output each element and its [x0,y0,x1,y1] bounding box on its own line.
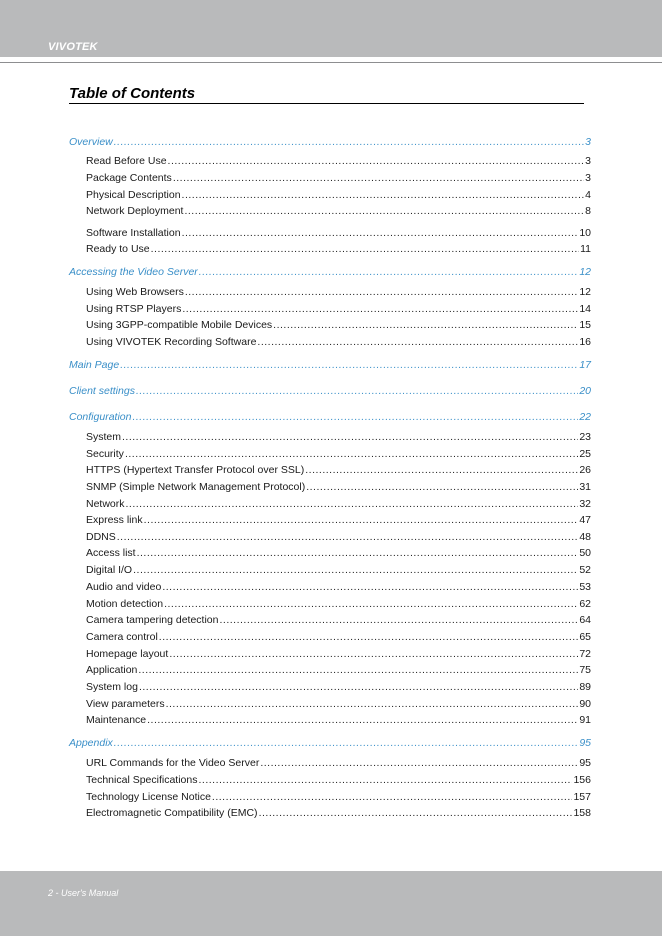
toc-entry[interactable] [69,266,591,279]
toc-entry-page: 157 [573,791,591,803]
toc-entry-label: Camera tampering detection [86,614,219,626]
toc-entry-label: Using 3GPP-compatible Mobile Devices [86,319,273,331]
toc-entry-label: Maintenance [86,714,147,726]
toc-entry-page: 22 [579,411,591,423]
toc-entry-label: Appendix [69,737,113,749]
toc-entry-label: Configuration [69,411,132,423]
toc-entry-label: Main Page [69,359,120,371]
toc-entry-page: 95 [579,737,591,749]
toc-leader-dots [126,498,579,511]
toc-leader-dots [260,757,578,770]
toc-leader-dots [125,448,578,461]
toc-leader-dots [173,172,584,185]
toc-entry-page: 14 [579,303,591,315]
header-band [0,0,662,57]
toc-entry-page: 65 [579,631,591,643]
toc-entry[interactable] [86,681,591,694]
toc-leader-dots [184,205,584,218]
toc-entry-label: URL Commands for the Video Server [86,757,260,769]
toc-leader-dots [122,431,578,444]
toc-leader-dots [147,714,578,727]
toc-entry[interactable] [86,303,591,316]
toc-leader-dots [182,227,579,240]
toc-leader-dots [164,598,578,611]
toc-entry-page: 15 [579,319,591,331]
toc-entry-label: View parameters [86,698,165,710]
toc-entry-label: Electromagnetic Compatibility (EMC) [86,807,258,819]
toc-entry[interactable] [86,698,591,711]
toc-leader-dots [114,136,584,149]
toc-entry-page: 90 [579,698,591,710]
toc-entry-label: Ready to Use [86,243,150,255]
footer-band [0,871,662,936]
toc-leader-dots [168,155,585,168]
toc-entry-page: 89 [579,681,591,693]
toc-entry-page: 50 [579,547,591,559]
toc-entry-page: 95 [579,757,591,769]
toc-entry-label: Technology License Notice [86,791,211,803]
toc-entry[interactable] [86,807,591,820]
toc-entry-page: 52 [579,564,591,576]
toc-entry[interactable] [86,774,591,787]
toc-leader-dots [159,631,579,644]
toc-entry[interactable] [86,481,591,494]
toc-entry[interactable] [69,359,591,372]
toc-entry-label: Package Contents [86,172,172,184]
toc-leader-dots [273,319,578,332]
toc-entry-page: 3 [585,172,591,184]
toc-entry-label: SNMP (Simple Network Management Protocol) [86,481,306,493]
toc-leader-dots [199,266,579,279]
toc-entry[interactable] [69,136,591,149]
toc-leader-dots [306,481,578,494]
toc-entry-page: 23 [579,431,591,443]
toc-entry-label: Physical Description [86,189,181,201]
toc-entry[interactable] [86,227,591,240]
toc-entry-page: 20 [579,385,591,397]
toc-entry[interactable] [86,464,591,477]
toc-entry-label: Using Web Browsers [86,286,184,298]
toc-entry[interactable] [86,514,591,527]
toc-entry-label: System [86,431,122,443]
toc-entry-label: Network Deployment [86,205,184,217]
toc-entry[interactable] [86,431,591,444]
toc-entry[interactable] [69,385,591,398]
toc-leader-dots [305,464,578,477]
toc-entry-page: 64 [579,614,591,626]
toc-entry[interactable] [69,411,591,424]
footer-page-label: 2 - User's Manual [48,888,119,898]
toc-entry-page: 91 [579,714,591,726]
toc-entry-label: System log [86,681,138,693]
toc-entry-label: Using RTSP Players [86,303,182,315]
toc-entry[interactable] [86,664,591,677]
toc-entry[interactable] [86,547,591,560]
toc-entry-page: 12 [579,286,591,298]
toc-entry[interactable] [86,714,591,727]
toc-entry-page: 75 [579,664,591,676]
toc-leader-dots [114,737,579,750]
toc-entry[interactable] [86,155,591,168]
toc-leader-dots [169,648,578,661]
toc-leader-dots [198,774,572,787]
toc-entry[interactable] [86,631,591,644]
toc-entry-page: 25 [579,448,591,460]
toc-entry[interactable] [86,757,591,770]
toc-entry-page: 62 [579,598,591,610]
toc-entry-page: 156 [573,774,591,786]
toc-entry-label: Network [86,498,125,510]
toc-entry-page: 72 [579,648,591,660]
toc-entry[interactable] [86,286,591,299]
toc-entry-page: 11 [580,243,591,255]
toc-entry-page: 48 [579,531,591,543]
toc-entry[interactable] [86,648,591,661]
toc-entry-label: Motion detection [86,598,164,610]
toc-entry-label: Overview [69,136,113,148]
toc-entry-page: 12 [579,266,591,278]
toc-entry[interactable] [86,205,591,218]
toc-entry-label: Digital I/O [86,564,133,576]
toc-entry-label: Application [86,664,138,676]
brand-logo-text: VIVOTEK [48,41,98,53]
toc-leader-dots [138,664,578,677]
toc-entry[interactable] [86,336,591,349]
toc-entry-page: 26 [579,464,591,476]
toc-leader-dots [133,564,578,577]
toc-entry[interactable] [86,531,591,544]
toc-entry-label: Express link [86,514,143,526]
toc-entry-label: Homepage layout [86,648,169,660]
toc-entry[interactable] [86,448,591,461]
toc-entry-page: 31 [579,481,591,493]
toc-leader-dots [137,547,579,560]
toc-entry-page: 4 [585,189,591,201]
toc-entry-label: Read Before Use [86,155,167,167]
toc-entry-page: 10 [579,227,591,239]
toc-entry-page: 17 [579,359,591,371]
toc-leader-dots [259,807,573,820]
toc-leader-dots [151,243,579,256]
toc-entry-page: 32 [579,498,591,510]
toc-entry[interactable] [86,243,591,256]
toc-entry-label: Accessing the Video Server [69,266,198,278]
toc-leader-dots [182,189,585,202]
toc-leader-dots [117,531,579,544]
toc-entry[interactable] [69,737,591,750]
toc-entry-label: Camera control [86,631,158,643]
toc-leader-dots [144,514,579,527]
toc-entry-page: 158 [573,807,591,819]
toc-leader-dots [162,581,578,594]
toc-entry[interactable] [86,614,591,627]
toc-entry-label: Software Installation [86,227,181,239]
toc-leader-dots [212,791,573,804]
header-divider [0,62,662,63]
toc-leader-dots [132,411,578,424]
toc-entry[interactable] [86,319,591,332]
toc-entry-page: 47 [579,514,591,526]
toc-entry[interactable] [86,791,591,804]
toc-entry-page: 3 [585,136,591,148]
toc-entry-label: Audio and video [86,581,162,593]
toc-entry[interactable] [86,498,591,511]
toc-entry-label: Security [86,448,124,460]
toc-entry-label: HTTPS (Hypertext Transfer Protocol over SSL) [86,464,305,476]
toc-entry-page: 3 [585,155,591,167]
toc-entry-label: Using VIVOTEK Recording Software [86,336,257,348]
toc-entry-label: Client settings [69,385,135,397]
toc-entry[interactable] [86,598,591,611]
toc-entry-label: DDNS [86,531,116,543]
toc-entry[interactable] [86,172,591,185]
toc-entry-page: 8 [585,205,591,217]
toc-leader-dots [120,359,578,372]
toc-entry[interactable] [86,564,591,577]
toc-entry[interactable] [86,189,591,202]
page-title: Table of Contents [69,85,584,104]
toc-leader-dots [257,336,578,349]
toc-leader-dots [166,698,579,711]
toc-leader-dots [220,614,579,627]
toc-entry-label: Technical Specifications [86,774,198,786]
toc-entry-label: Access list [86,547,136,559]
toc-leader-dots [139,681,578,694]
toc-leader-dots [185,286,578,299]
toc-entry[interactable] [86,581,591,594]
toc-entry-page: 16 [579,336,591,348]
toc-entry-page: 53 [579,581,591,593]
toc-leader-dots [136,385,578,398]
toc-leader-dots [182,303,578,316]
